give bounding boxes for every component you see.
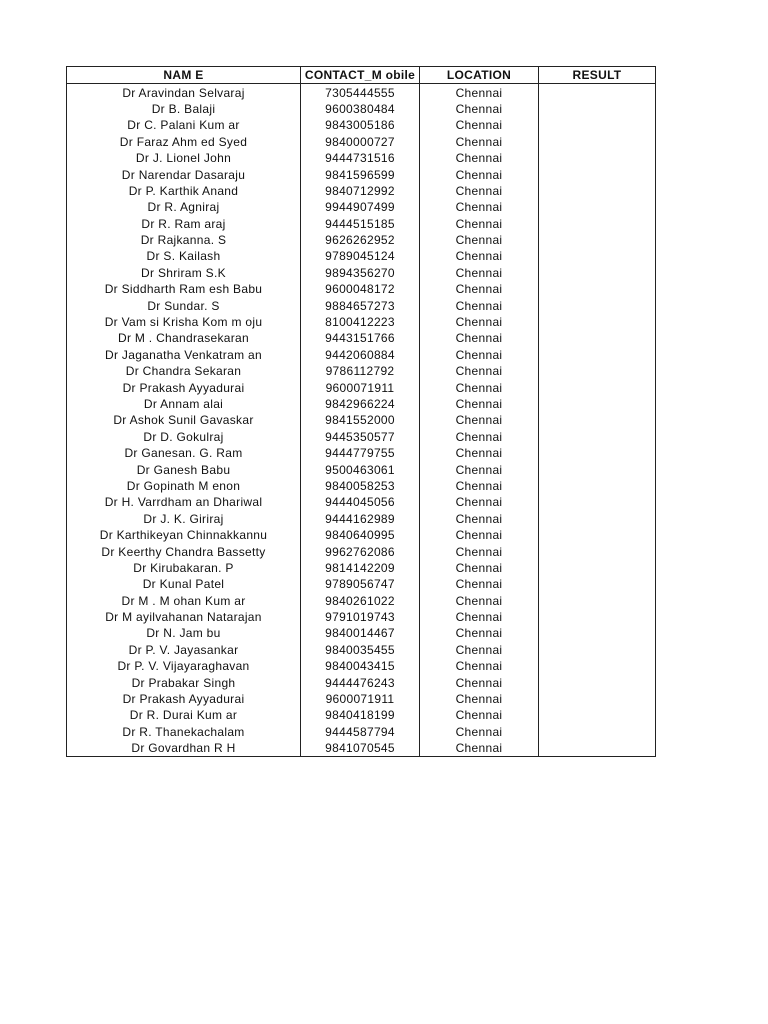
mobile-cell: 9445350577 <box>301 429 420 445</box>
table-row <box>67 134 656 150</box>
name-cell: Dr Chandra Sekaran <box>67 363 301 379</box>
column-header-contact-mobile: CONTACT_M obile <box>301 67 420 84</box>
mobile-cell: 9840043415 <box>301 658 420 674</box>
location-cell: Chennai <box>420 297 539 313</box>
location-cell: Chennai <box>420 117 539 133</box>
location-cell: Chennai <box>420 494 539 510</box>
mobile-cell: 9814142209 <box>301 560 420 576</box>
table-row <box>67 494 656 510</box>
result-cell <box>539 379 656 395</box>
mobile-cell: 9500463061 <box>301 461 420 477</box>
mobile-cell: 9444045056 <box>301 494 420 510</box>
table-row <box>67 609 656 625</box>
result-cell <box>539 166 656 182</box>
mobile-cell: 9840418199 <box>301 707 420 723</box>
result-cell <box>539 412 656 428</box>
mobile-cell: 8100412223 <box>301 314 420 330</box>
location-cell: Chennai <box>420 363 539 379</box>
mobile-cell: 9789045124 <box>301 248 420 264</box>
result-cell <box>539 674 656 690</box>
name-cell: Dr Ganesan. G. Ram <box>67 445 301 461</box>
location-cell: Chennai <box>420 183 539 199</box>
mobile-cell: 9843005186 <box>301 117 420 133</box>
mobile-cell: 9443151766 <box>301 330 420 346</box>
location-cell: Chennai <box>420 740 539 757</box>
result-cell <box>539 183 656 199</box>
result-cell <box>539 576 656 592</box>
table-row <box>67 560 656 576</box>
mobile-cell: 9444162989 <box>301 511 420 527</box>
location-cell: Chennai <box>420 396 539 412</box>
result-cell <box>539 642 656 658</box>
location-cell: Chennai <box>420 691 539 707</box>
result-cell <box>539 232 656 248</box>
mobile-cell: 9840712992 <box>301 183 420 199</box>
mobile-cell: 9600071911 <box>301 379 420 395</box>
table-row <box>67 593 656 609</box>
table-body <box>67 84 656 757</box>
name-cell: Dr M ayilvahanan Natarajan <box>67 609 301 625</box>
name-cell: Dr R. Agniraj <box>67 199 301 215</box>
result-cell <box>539 724 656 740</box>
contacts-table <box>66 66 656 757</box>
location-cell: Chennai <box>420 707 539 723</box>
result-cell <box>539 625 656 641</box>
table-row <box>67 642 656 658</box>
table-row <box>67 84 656 101</box>
name-cell: Dr R. Durai Kum ar <box>67 707 301 723</box>
result-cell <box>539 691 656 707</box>
mobile-cell: 9841070545 <box>301 740 420 757</box>
table-row <box>67 707 656 723</box>
location-cell: Chennai <box>420 150 539 166</box>
result-cell <box>539 560 656 576</box>
table-header <box>67 67 656 84</box>
table-row <box>67 478 656 494</box>
mobile-cell: 9840014467 <box>301 625 420 641</box>
mobile-cell: 9789056747 <box>301 576 420 592</box>
result-cell <box>539 134 656 150</box>
location-cell: Chennai <box>420 199 539 215</box>
result-cell <box>539 494 656 510</box>
location-cell: Chennai <box>420 527 539 543</box>
mobile-cell: 9944907499 <box>301 199 420 215</box>
table-row <box>67 511 656 527</box>
name-cell: Dr Faraz Ahm ed Syed <box>67 134 301 150</box>
result-cell <box>539 445 656 461</box>
table-row <box>67 150 656 166</box>
location-cell: Chennai <box>420 642 539 658</box>
name-cell: Dr R. Ram araj <box>67 216 301 232</box>
table-row <box>67 396 656 412</box>
result-cell <box>539 330 656 346</box>
mobile-cell: 9444731516 <box>301 150 420 166</box>
location-cell: Chennai <box>420 134 539 150</box>
location-cell: Chennai <box>420 576 539 592</box>
name-cell: Dr P. V. Vijayaraghavan <box>67 658 301 674</box>
result-cell <box>539 740 656 757</box>
location-cell: Chennai <box>420 314 539 330</box>
mobile-cell: 9894356270 <box>301 265 420 281</box>
name-cell: Dr P. V. Jayasankar <box>67 642 301 658</box>
location-cell: Chennai <box>420 593 539 609</box>
table-row <box>67 297 656 313</box>
name-cell: Dr Govardhan R H <box>67 740 301 757</box>
result-cell <box>539 281 656 297</box>
name-cell: Dr C. Palani Kum ar <box>67 117 301 133</box>
location-cell: Chennai <box>420 658 539 674</box>
location-cell: Chennai <box>420 478 539 494</box>
location-cell: Chennai <box>420 347 539 363</box>
name-cell: Dr Keerthy Chandra Bassetty <box>67 543 301 559</box>
location-cell: Chennai <box>420 625 539 641</box>
mobile-cell: 9600048172 <box>301 281 420 297</box>
result-cell <box>539 396 656 412</box>
mobile-cell: 9840261022 <box>301 593 420 609</box>
location-cell: Chennai <box>420 166 539 182</box>
mobile-cell: 9840058253 <box>301 478 420 494</box>
table-row <box>67 216 656 232</box>
name-cell: Dr Kunal Patel <box>67 576 301 592</box>
location-cell: Chennai <box>420 543 539 559</box>
table-row <box>67 199 656 215</box>
result-cell <box>539 707 656 723</box>
location-cell: Chennai <box>420 511 539 527</box>
table-row <box>67 330 656 346</box>
name-cell: Dr Prakash Ayyadurai <box>67 691 301 707</box>
result-cell <box>539 363 656 379</box>
table-row <box>67 658 656 674</box>
table-row <box>67 412 656 428</box>
name-cell: Dr B. Balaji <box>67 101 301 117</box>
name-cell: Dr Sundar. S <box>67 297 301 313</box>
location-cell: Chennai <box>420 429 539 445</box>
table-row <box>67 740 656 757</box>
table-row <box>67 101 656 117</box>
location-cell: Chennai <box>420 445 539 461</box>
name-cell: Dr S. Kailash <box>67 248 301 264</box>
table-row <box>67 674 656 690</box>
name-cell: Dr Annam alai <box>67 396 301 412</box>
mobile-cell: 9444587794 <box>301 724 420 740</box>
location-cell: Chennai <box>420 724 539 740</box>
location-cell: Chennai <box>420 265 539 281</box>
result-cell <box>539 347 656 363</box>
name-cell: Dr Kirubakaran. P <box>67 560 301 576</box>
mobile-cell: 9600380484 <box>301 101 420 117</box>
mobile-cell: 9840000727 <box>301 134 420 150</box>
name-cell: Dr Gopinath M enon <box>67 478 301 494</box>
mobile-cell: 9842966224 <box>301 396 420 412</box>
result-cell <box>539 101 656 117</box>
name-cell: Dr R. Thanekachalam <box>67 724 301 740</box>
name-cell: Dr Jaganatha Venkatram an <box>67 347 301 363</box>
table-row <box>67 625 656 641</box>
mobile-cell: 9626262952 <box>301 232 420 248</box>
location-cell: Chennai <box>420 101 539 117</box>
mobile-cell: 9444476243 <box>301 674 420 690</box>
location-cell: Chennai <box>420 379 539 395</box>
location-cell: Chennai <box>420 216 539 232</box>
name-cell: Dr P. Karthik Anand <box>67 183 301 199</box>
table-row <box>67 281 656 297</box>
table-row <box>67 166 656 182</box>
name-cell: Dr Aravindan Selvaraj <box>67 84 301 101</box>
table-row <box>67 527 656 543</box>
location-cell: Chennai <box>420 84 539 101</box>
location-cell: Chennai <box>420 412 539 428</box>
table-row <box>67 461 656 477</box>
result-cell <box>539 248 656 264</box>
result-cell <box>539 593 656 609</box>
mobile-cell: 9600071911 <box>301 691 420 707</box>
result-cell <box>539 527 656 543</box>
table-row <box>67 117 656 133</box>
table-row <box>67 429 656 445</box>
mobile-cell: 9841552000 <box>301 412 420 428</box>
mobile-cell: 9962762086 <box>301 543 420 559</box>
mobile-cell: 9840035455 <box>301 642 420 658</box>
table-row <box>67 314 656 330</box>
table-row <box>67 691 656 707</box>
name-cell: Dr Karthikeyan Chinnakkannu <box>67 527 301 543</box>
name-cell: Dr M . M ohan Kum ar <box>67 593 301 609</box>
name-cell: Dr N. Jam bu <box>67 625 301 641</box>
table-row <box>67 265 656 281</box>
table-row <box>67 445 656 461</box>
header-row <box>67 67 656 84</box>
table-row <box>67 724 656 740</box>
name-cell: Dr J. Lionel John <box>67 150 301 166</box>
table-row <box>67 576 656 592</box>
location-cell: Chennai <box>420 248 539 264</box>
mobile-cell: 9786112792 <box>301 363 420 379</box>
name-cell: Dr Rajkanna. S <box>67 232 301 248</box>
location-cell: Chennai <box>420 330 539 346</box>
name-cell: Dr Ganesh Babu <box>67 461 301 477</box>
mobile-cell: 9840640995 <box>301 527 420 543</box>
location-cell: Chennai <box>420 609 539 625</box>
location-cell: Chennai <box>420 560 539 576</box>
result-cell <box>539 265 656 281</box>
column-header-result: RESULT <box>539 67 656 84</box>
table-row <box>67 379 656 395</box>
location-cell: Chennai <box>420 281 539 297</box>
result-cell <box>539 117 656 133</box>
name-cell: Dr Narendar Dasaraju <box>67 166 301 182</box>
name-cell: Dr Siddharth Ram esh Babu <box>67 281 301 297</box>
name-cell: Dr M . Chandrasekaran <box>67 330 301 346</box>
location-cell: Chennai <box>420 232 539 248</box>
table-row <box>67 183 656 199</box>
table-row <box>67 543 656 559</box>
result-cell <box>539 429 656 445</box>
table-row <box>67 248 656 264</box>
name-cell: Dr Ashok Sunil Gavaskar <box>67 412 301 428</box>
result-cell <box>539 511 656 527</box>
column-header-location: LOCATION <box>420 67 539 84</box>
mobile-cell: 9884657273 <box>301 297 420 313</box>
name-cell: Dr H. Varrdham an Dhariwal <box>67 494 301 510</box>
result-cell <box>539 543 656 559</box>
mobile-cell: 7305444555 <box>301 84 420 101</box>
result-cell <box>539 658 656 674</box>
result-cell <box>539 84 656 101</box>
table-row <box>67 347 656 363</box>
result-cell <box>539 297 656 313</box>
result-cell <box>539 461 656 477</box>
name-cell: Dr J. K. Giriraj <box>67 511 301 527</box>
mobile-cell: 9442060884 <box>301 347 420 363</box>
result-cell <box>539 609 656 625</box>
location-cell: Chennai <box>420 674 539 690</box>
name-cell: Dr Vam si Krisha Kom m oju <box>67 314 301 330</box>
mobile-cell: 9841596599 <box>301 166 420 182</box>
table-row <box>67 363 656 379</box>
result-cell <box>539 314 656 330</box>
location-cell: Chennai <box>420 461 539 477</box>
result-cell <box>539 199 656 215</box>
result-cell <box>539 478 656 494</box>
result-cell <box>539 150 656 166</box>
mobile-cell: 9791019743 <box>301 609 420 625</box>
name-cell: Dr Prakash Ayyadurai <box>67 379 301 395</box>
result-cell <box>539 216 656 232</box>
table-row <box>67 232 656 248</box>
name-cell: Dr D. Gokulraj <box>67 429 301 445</box>
mobile-cell: 9444779755 <box>301 445 420 461</box>
name-cell: Dr Prabakar Singh <box>67 674 301 690</box>
mobile-cell: 9444515185 <box>301 216 420 232</box>
name-cell: Dr Shriram S.K <box>67 265 301 281</box>
column-header-name: NAM E <box>67 67 301 84</box>
